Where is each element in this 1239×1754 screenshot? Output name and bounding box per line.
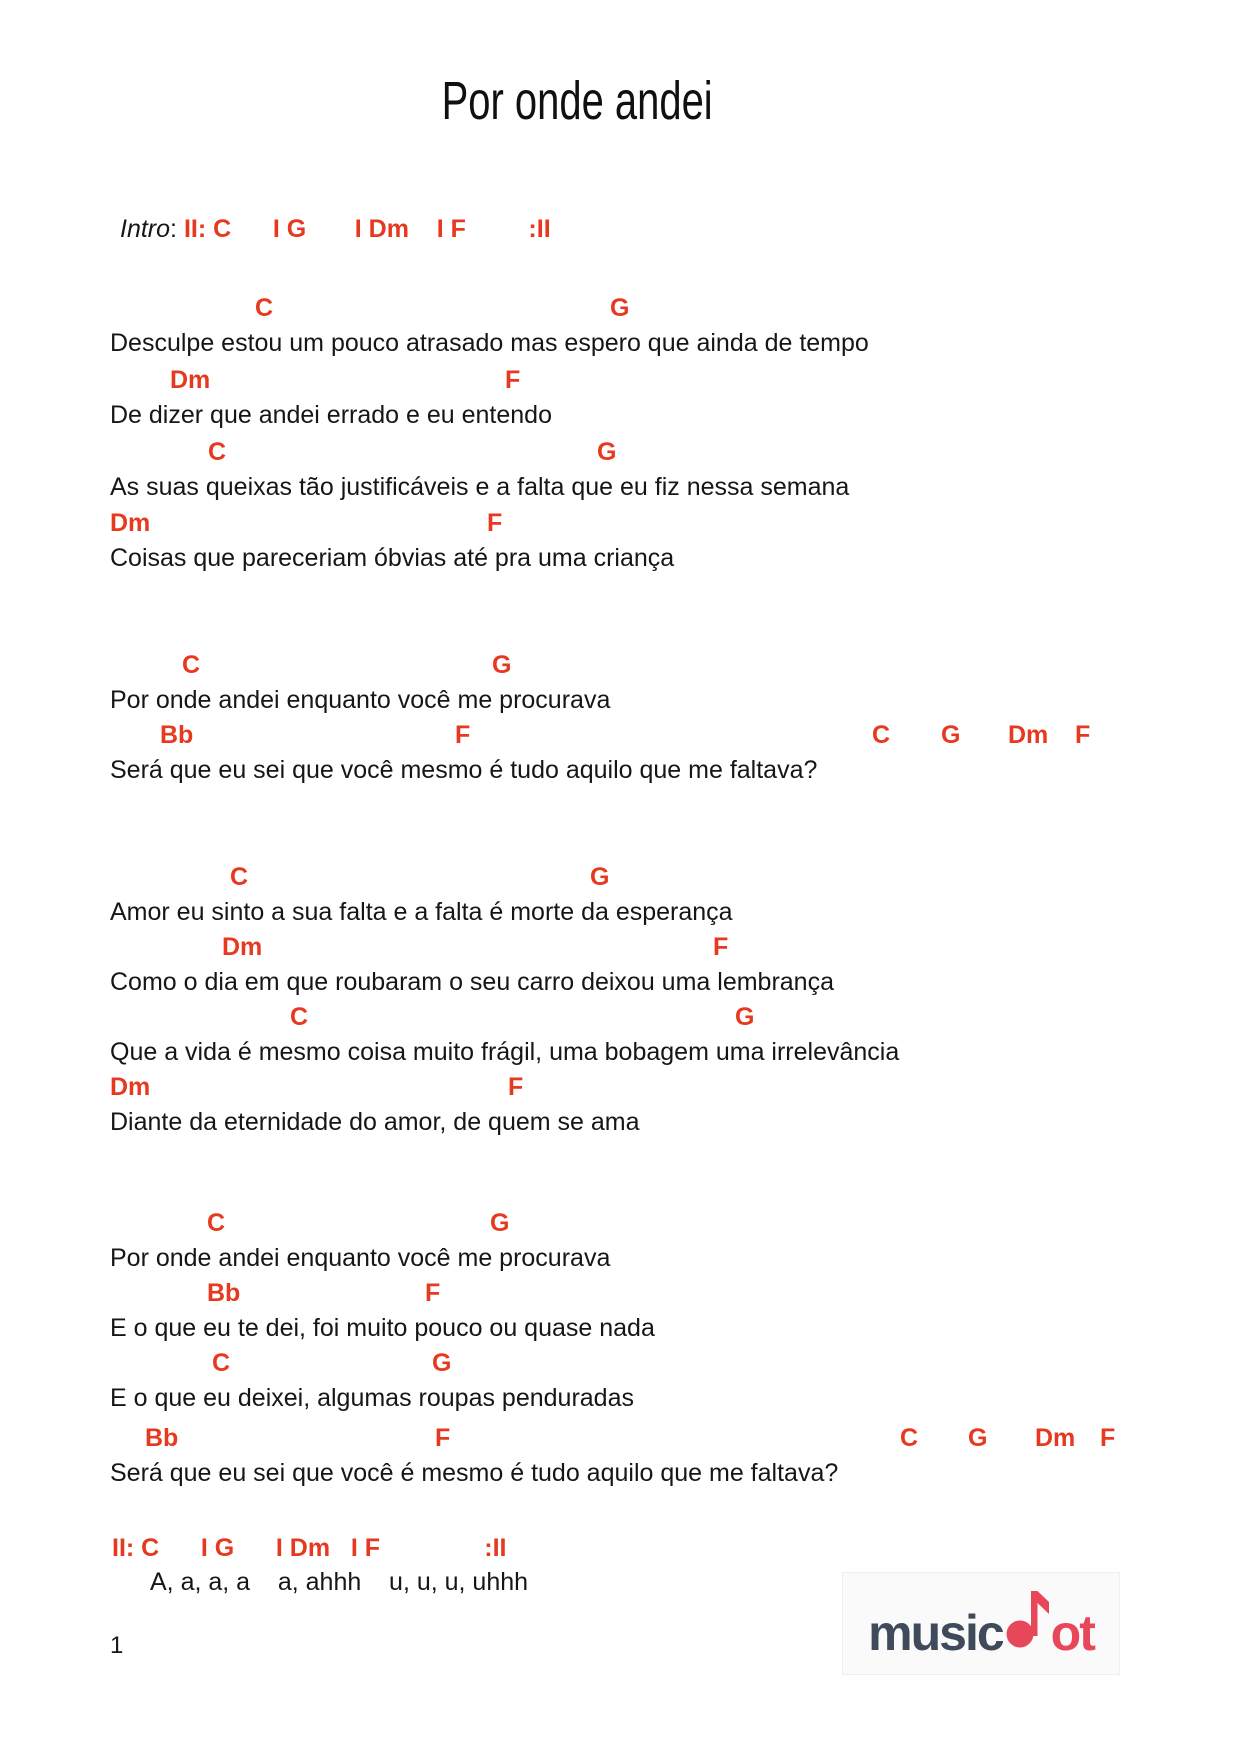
logo-text-music: music bbox=[868, 1605, 1003, 1661]
verse2-chord-line-3 bbox=[0, 1002, 1239, 1032]
music-note-icon bbox=[1006, 1588, 1050, 1648]
verse1-chord-line-4 bbox=[0, 508, 1239, 538]
verse2-lyric-3: Que a vida é mesmo coisa muito frágil, uma bobagem uma irrelevância bbox=[110, 1038, 900, 1066]
chord-dm: Dm bbox=[1008, 721, 1049, 749]
chord-f: F bbox=[713, 933, 729, 961]
verse1-lyric-3: As suas queixas tão justificáveis e a falta que eu fiz nessa semana bbox=[110, 473, 850, 501]
chord-dm: Dm bbox=[110, 1073, 151, 1101]
chord-f: F bbox=[487, 509, 503, 537]
verse1-chord-line-3 bbox=[0, 437, 1239, 467]
chord-dm: Dm bbox=[110, 509, 151, 537]
verse2-lyric-4: Diante da eternidade do amor, de quem se ama bbox=[110, 1108, 640, 1136]
chorus2-chord-line-2 bbox=[0, 1278, 1239, 1308]
chord-c: C bbox=[182, 651, 201, 679]
chorus2-lyric-4: Será que eu sei que você é mesmo é tudo aquilo que me faltava? bbox=[110, 1459, 839, 1487]
chord-g: G bbox=[492, 651, 512, 679]
logo-text-ot: ot bbox=[1050, 1605, 1094, 1661]
chord-f: F bbox=[1075, 721, 1091, 749]
musicdot-logo bbox=[842, 1572, 1120, 1675]
chord-dm: Dm bbox=[1035, 1424, 1076, 1452]
chorus2-chord-line-3 bbox=[0, 1348, 1239, 1378]
chord-c: C bbox=[255, 294, 274, 322]
chorus2-chord-line-4 bbox=[0, 1423, 1239, 1453]
chord-f: F bbox=[425, 1279, 441, 1307]
chord-c: C bbox=[208, 438, 227, 466]
chord-f: F bbox=[505, 366, 521, 394]
verse1-lyric-1: Desculpe estou um pouco atrasado mas espero que ainda de tempo bbox=[110, 329, 869, 357]
song-title-text: Por onde andei bbox=[441, 71, 714, 131]
chord-dm: Dm bbox=[222, 933, 263, 961]
verse2-lyric-2: Como o dia em que roubaram o seu carro deixou uma lembrança bbox=[110, 968, 834, 996]
chord-f: F bbox=[455, 721, 471, 749]
chord-f: F bbox=[508, 1073, 524, 1101]
chord-g: G bbox=[968, 1424, 988, 1452]
chord-c: C bbox=[872, 721, 891, 749]
outro-vocals: A, a, a, a a, ahhh u, u, u, uhhh bbox=[150, 1568, 529, 1596]
chord-g: G bbox=[941, 721, 961, 749]
page-number: 1 bbox=[110, 1632, 124, 1659]
chord-f: F bbox=[1100, 1424, 1116, 1452]
chorus2-lyric-2: E o que eu te dei, foi muito pouco ou quase nada bbox=[110, 1314, 655, 1342]
verse1-chord-line-1 bbox=[0, 293, 1239, 323]
chord-bb: Bb bbox=[145, 1424, 179, 1452]
chorus1-chord-line-1 bbox=[0, 650, 1239, 680]
intro-label: Intro bbox=[120, 215, 171, 243]
verse1-chord-line-2 bbox=[0, 365, 1239, 395]
intro-separator: : bbox=[170, 215, 184, 243]
chorus1-lyric-1: Por onde andei enquanto você me procurava bbox=[110, 686, 611, 714]
chord-c: C bbox=[230, 863, 249, 891]
chorus2-chord-line-1 bbox=[0, 1208, 1239, 1238]
chorus1-chord-line-2 bbox=[0, 720, 1239, 750]
verse1-lyric-2: De dizer que andei errado e eu entendo bbox=[110, 401, 552, 429]
chord-g: G bbox=[590, 863, 610, 891]
song-title bbox=[0, 70, 1155, 132]
intro-chords: II: C I G I Dm I F :II bbox=[183, 215, 551, 243]
outro-chord-line: II: C I G I Dm I F :II bbox=[112, 1534, 507, 1562]
chord-c: C bbox=[207, 1209, 226, 1237]
chord-g: G bbox=[490, 1209, 510, 1237]
chord-c: C bbox=[212, 1349, 231, 1377]
verse2-chord-line-1 bbox=[0, 862, 1239, 892]
chord-dm: Dm bbox=[170, 366, 211, 394]
chorus2-lyric-3: E o que eu deixei, algumas roupas penduradas bbox=[110, 1384, 634, 1412]
chord-g: G bbox=[610, 294, 630, 322]
chord-bb: Bb bbox=[160, 721, 194, 749]
chord-g: G bbox=[432, 1349, 452, 1377]
chord-f: F bbox=[435, 1424, 451, 1452]
chorus1-lyric-2: Será que eu sei que você mesmo é tudo aquilo que me faltava? bbox=[110, 756, 818, 784]
verse2-chord-line-2 bbox=[0, 932, 1239, 962]
chord-c: C bbox=[290, 1003, 309, 1031]
chorus2-lyric-1: Por onde andei enquanto você me procurava bbox=[110, 1244, 611, 1272]
chord-g: G bbox=[735, 1003, 755, 1031]
chord-bb: Bb bbox=[207, 1279, 241, 1307]
chord-c: C bbox=[900, 1424, 919, 1452]
intro-line bbox=[120, 215, 551, 244]
verse2-chord-line-4 bbox=[0, 1072, 1239, 1102]
verse2-lyric-1: Amor eu sinto a sua falta e a falta é morte da esperança bbox=[110, 898, 733, 926]
verse1-lyric-4: Coisas que pareceriam óbvias até pra uma criança bbox=[110, 544, 675, 572]
chord-g: G bbox=[597, 438, 617, 466]
